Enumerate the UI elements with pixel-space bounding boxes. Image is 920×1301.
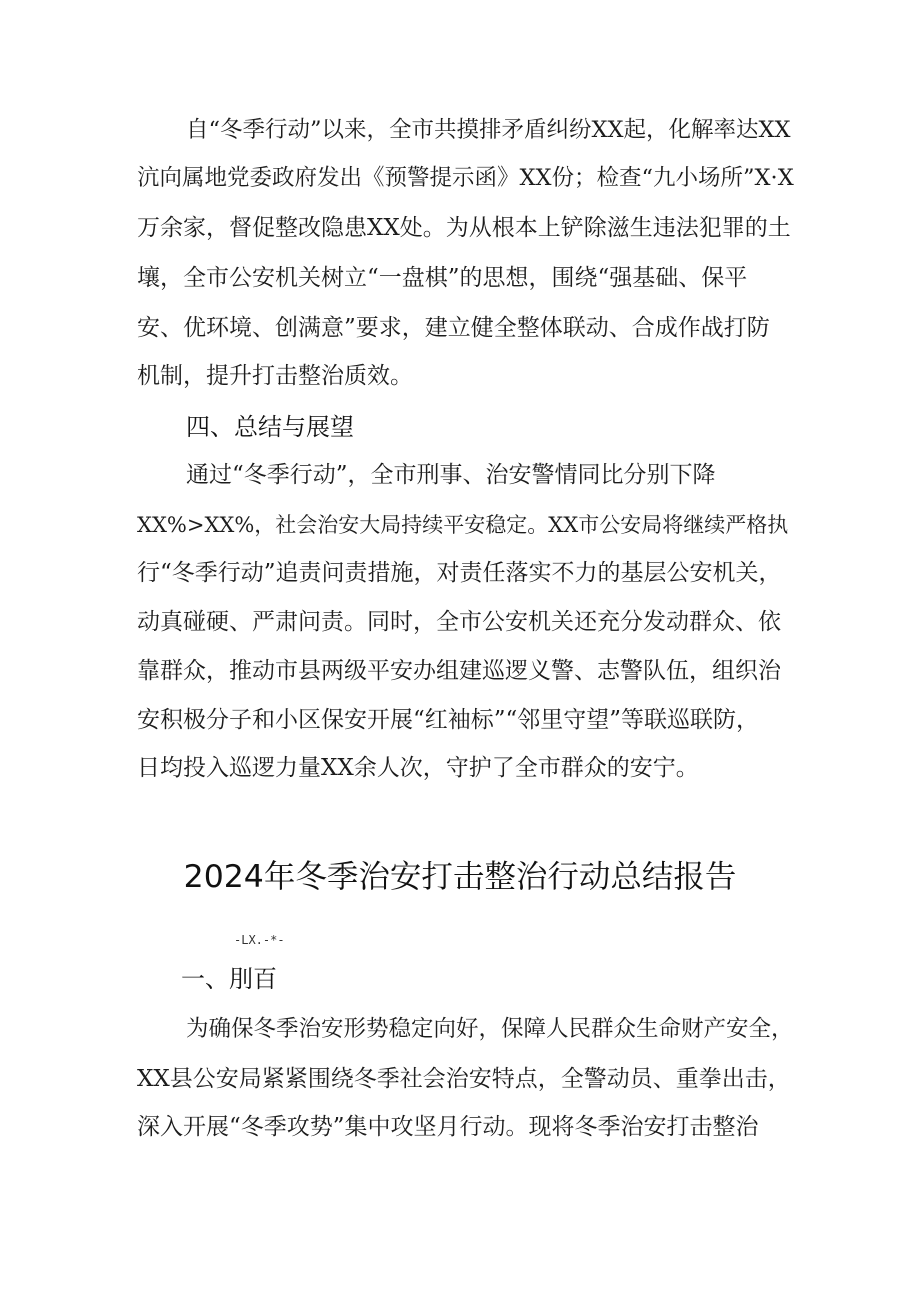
text-line: 动真碰硬、严肃问责。同时，全市公安机关还充分发动群众、依 xyxy=(137,609,781,635)
text-line: XX%>XX%，社会治安大局持续平安稳定。XX市公安局将继续严格执 xyxy=(137,513,789,537)
text-line: 日均投入巡逻力量XX余人次，守护了全市群众的安宁。 xyxy=(137,755,699,781)
text-line: 机制，提升打击整治质效。 xyxy=(137,363,413,389)
text-line: 行“冬季行动”追责问责措施，对责任落实不力的基层公安机关， xyxy=(137,560,782,586)
report-subnote: -LX.-*- xyxy=(234,933,285,947)
text-line: 万余家，督促整改隐患XX处。为从根本上铲除滋生违法犯罪的土 xyxy=(137,215,791,241)
report-title-text: 2024年冬季治安打击整治行动总结报告 xyxy=(183,859,737,895)
text-line: 通过“冬季行动”，全市刑事、治安警情同比分别下降 xyxy=(186,462,716,488)
text-line: XX县公安局紧紧围绕冬季社会治安特点，全警动员、重拳出击， xyxy=(137,1066,791,1092)
text-line: 为确保冬季治安形势稳定向好，保障人民群众生命财产安全， xyxy=(186,1016,794,1042)
text-line: 壤，全市公安机关树立“一盘棋”的思想，围绕“强基础、保平 xyxy=(137,265,748,291)
text-line: 安、优环境、创满意”要求，建立健全整体联动、合成作战打防 xyxy=(137,315,770,341)
text-line: 沆向属地党委政府发出《预警提示函》XX份；检查“九小场所”X·X xyxy=(137,165,794,191)
text-line: 靠群众，推动市县两级平安办组建巡逻义警、志警队伍，组织治 xyxy=(137,658,781,684)
text-line: 深入开展“冬季攻势”集中攻坚月行动。现将冬季治安打击整治 xyxy=(137,1114,759,1140)
text-line: 自“冬季行动”以来，全市共摸排矛盾纠纷XX起，化解率达XX xyxy=(186,117,791,143)
report-title xyxy=(0,857,920,897)
section1-heading: 一、刖百 xyxy=(181,965,277,993)
section4-heading: 四、总结与展望 xyxy=(186,413,354,441)
text-line: 安积极分子和小区保安开展“红袖标”“邻里守望”等联巡联防， xyxy=(137,707,760,733)
